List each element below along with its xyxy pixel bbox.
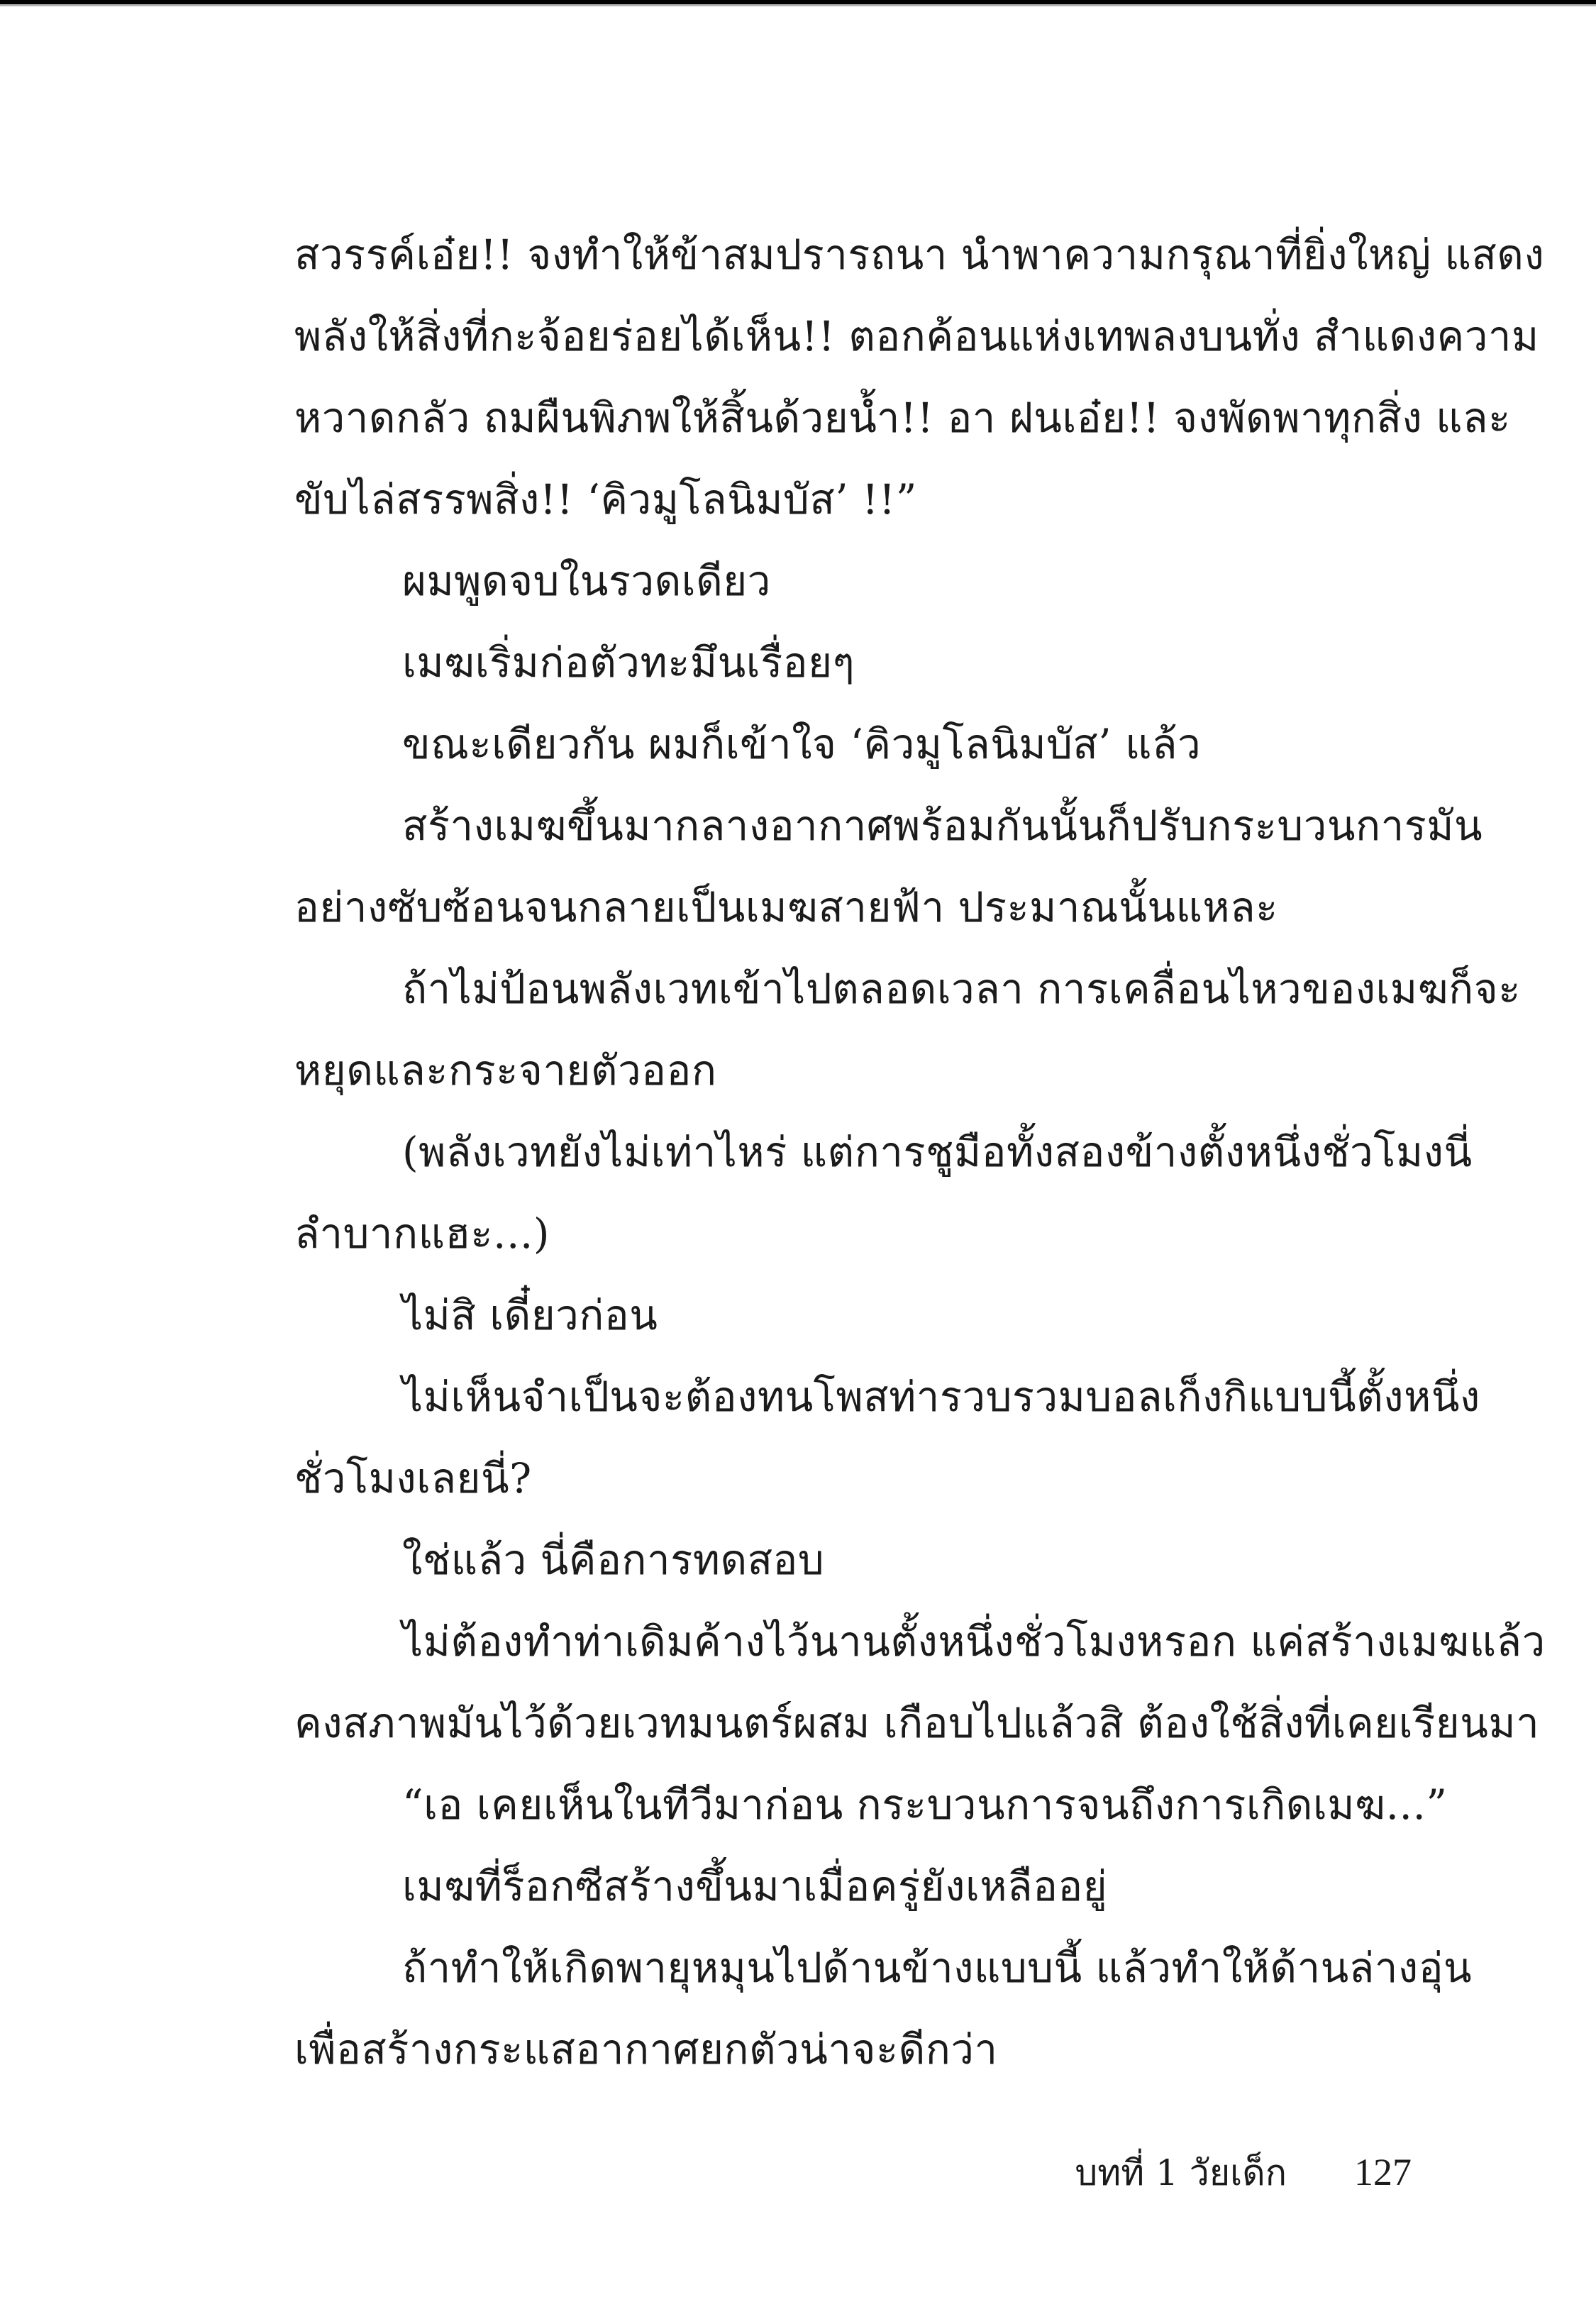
text-line: หวาดกลัว ถมผืนพิภพให้สิ้นด้วยน้ำ!! อา ฝนเอ๋ย!! จงพัดพาทุกสิ่ง และ — [294, 394, 1511, 442]
text-line: หยุดและกระจายตัวออก — [294, 1046, 717, 1095]
text-line: คงสภาพมันไว้ด้วยเวทมนตร์ผสม เกือบไปแล้วสิ ต้องใช้สิ่งที่เคยเรียนมา — [294, 1699, 1540, 1747]
text-line: พลังให้สิ่งที่กะจ้อยร่อยได้เห็น!! ตอกค้อนแห่งเทพลงบนทั่ง สำแดงความ — [294, 312, 1539, 360]
page-number: 127 — [1354, 2151, 1412, 2193]
text-line: เมฆเริ่มก่อตัวทะมึนเรื่อยๆ — [402, 638, 855, 687]
chapter-label: บทที่ 1 วัยเด็ก — [1075, 2152, 1287, 2193]
page-footer — [294, 2151, 1412, 2194]
text-line: ขับไล่สรรพสิ่ง!! ‘คิวมูโลนิมบัส’ !!” — [294, 475, 917, 524]
text-line: สวรรค์เอ๋ย!! จงทำให้ข้าสมปรารถนา นำพาความกรุณาที่ยิ่งใหญ่ แสดง — [294, 231, 1545, 279]
text-line: ถ้าทำให้เกิดพายุหมุนไปด้านข้างแบบนี้ แล้วทำให้ด้านล่างอุ่น — [402, 1944, 1473, 1992]
body-text-block — [294, 214, 1546, 2091]
text-line: ถ้าไม่ป้อนพลังเวทเข้าไปตลอดเวลา การเคลื่อนไหวของเมฆก็จะ — [402, 965, 1521, 1013]
text-line: “เอ เคยเห็นในทีวีมาก่อน กระบวนการจนถึงการเกิดเมฆ...” — [402, 1781, 1448, 1829]
text-line: ผมพูดจบในรวดเดียว — [402, 557, 771, 605]
text-line: ขณะเดียวกัน ผมก็เข้าใจ ‘คิวมูโลนิมบัส’ แล้ว — [402, 720, 1202, 768]
text-line: สร้างเมฆขึ้นมากลางอากาศพร้อมกันนั้นก็ปรับกระบวนการมัน — [402, 802, 1483, 850]
text-line: เพื่อสร้างกระแสอากาศยกตัวน่าจะดีกว่า — [294, 2025, 998, 2074]
text-line: (พลังเวทยังไม่เท่าไหร่ แต่การชูมือทั้งสองข้างตั้งหนึ่งชั่วโมงนี่ — [402, 1128, 1473, 1176]
text-line: ไม่เห็นจำเป็นจะต้องทนโพสท่ารวบรวมบอลเก็งกิแบบนี้ตั้งหนึ่ง — [402, 1373, 1480, 1421]
text-line: ไม่สิ เดี๋ยวก่อน — [402, 1291, 658, 1339]
text-line: ลำบากแฮะ...) — [294, 1209, 550, 1258]
text-line: ชั่วโมงเลยนี่? — [294, 1454, 532, 1502]
text-line: ใช่แล้ว นี่คือการทดสอบ — [402, 1536, 825, 1584]
text-line: ไม่ต้องทำท่าเดิมค้างไว้นานตั้งหนึ่งชั่วโมงหรอก แค่สร้างเมฆแล้ว — [402, 1617, 1546, 1666]
text-line: เมฆที่ร็อกซีสร้างขึ้นมาเมื่อครู่ยังเหลืออยู่ — [402, 1862, 1108, 1910]
text-line: อย่างซับซ้อนจนกลายเป็นเมฆสายฟ้า ประมาณนั้นแหละ — [294, 883, 1278, 931]
top-scan-edge-shadow — [0, 4, 1596, 6]
